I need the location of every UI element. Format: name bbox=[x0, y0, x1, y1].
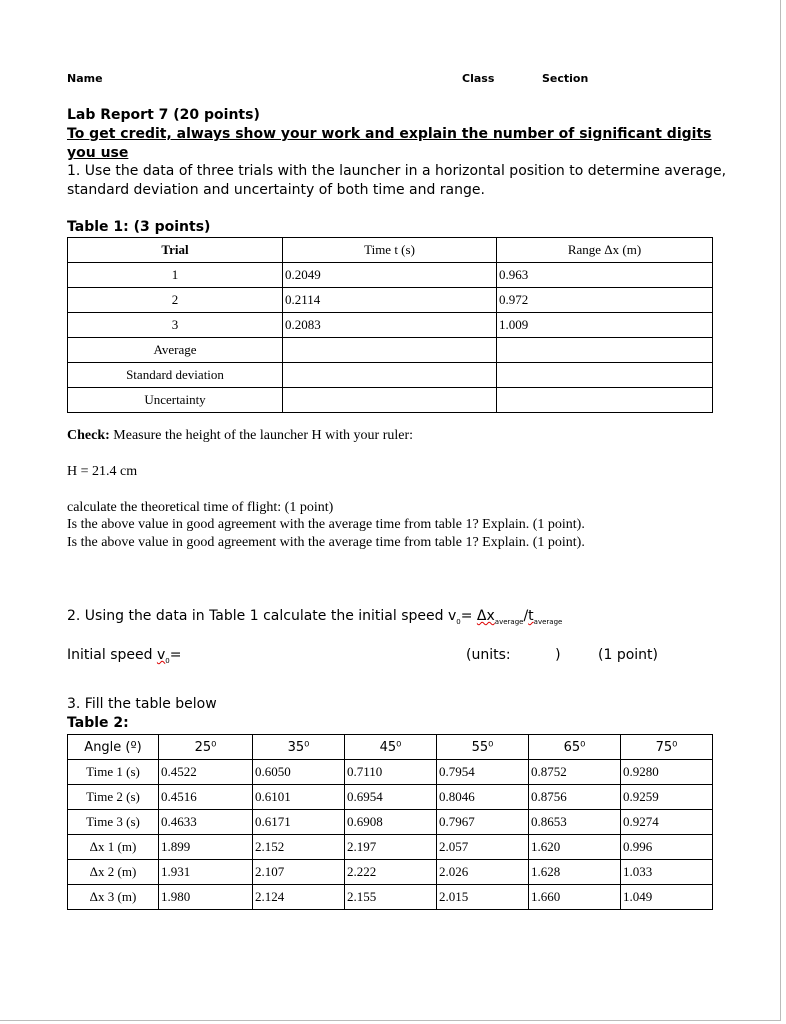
table-cell: 0.6171 bbox=[253, 810, 345, 835]
check-line bbox=[67, 428, 413, 444]
table-cell: 2.155 bbox=[345, 885, 437, 910]
column-header: Angle (º) bbox=[68, 735, 159, 760]
page-edge bbox=[0, 1020, 781, 1021]
row-label: Δx 3 (m) bbox=[68, 885, 159, 910]
table-cell: 2.222 bbox=[345, 860, 437, 885]
row-label: Time 1 (s) bbox=[68, 760, 159, 785]
table-cell: 0.6908 bbox=[345, 810, 437, 835]
row-label: 3 bbox=[68, 313, 283, 338]
t-symbol: t bbox=[528, 608, 534, 624]
table-cell: 0.8752 bbox=[529, 760, 621, 785]
table-cell: 2.015 bbox=[437, 885, 529, 910]
table-cell: 0.7967 bbox=[437, 810, 529, 835]
column-header: 55⁰ bbox=[437, 735, 529, 760]
name-label: Name bbox=[67, 72, 103, 85]
table-cell: 0.7110 bbox=[345, 760, 437, 785]
q2-eq: = bbox=[460, 608, 477, 624]
table-cell: 1.980 bbox=[159, 885, 253, 910]
t-average bbox=[528, 608, 562, 624]
row-label: Standard deviation bbox=[68, 363, 283, 388]
check-line-3: Is the above value in good agreement with the average time from table 1? Explain. (1 point). bbox=[67, 535, 585, 550]
table-cell: 0.7954 bbox=[437, 760, 529, 785]
table-cell: 0.2083 bbox=[283, 313, 497, 338]
table-cell: 0.972 bbox=[497, 288, 713, 313]
table-row bbox=[68, 288, 713, 313]
table-cell: 0.9274 bbox=[621, 810, 713, 835]
dx-average bbox=[477, 608, 524, 624]
check-line-2: Is the above value in good agreement with the average time from table 1? Explain. (1 point). bbox=[67, 517, 585, 532]
row-label: Δx 2 (m) bbox=[68, 860, 159, 885]
row-label: Uncertainty bbox=[68, 388, 283, 413]
question-2 bbox=[67, 608, 562, 626]
table-row bbox=[68, 338, 713, 363]
table-row bbox=[68, 263, 713, 288]
check-line-1: calculate the theoretical time of flight: (1 point) bbox=[67, 500, 334, 515]
check-text: Measure the height of the launcher H with your ruler: bbox=[109, 428, 414, 443]
row-label: 1 bbox=[68, 263, 283, 288]
table-cell: 1.931 bbox=[159, 860, 253, 885]
table-cell: 0.6954 bbox=[345, 785, 437, 810]
table-cell: 0.4633 bbox=[159, 810, 253, 835]
table-cell: 0.6101 bbox=[253, 785, 345, 810]
table-cell[interactable] bbox=[497, 388, 713, 413]
table-cell[interactable] bbox=[283, 388, 497, 413]
column-header: Range Δx (m) bbox=[497, 238, 713, 263]
points-label: (1 point) bbox=[598, 647, 658, 663]
dx-symbol: Δx bbox=[476, 608, 495, 624]
table-cell: 0.2049 bbox=[283, 263, 497, 288]
column-header: 75⁰ bbox=[621, 735, 713, 760]
table-cell: 0.9259 bbox=[621, 785, 713, 810]
table-row bbox=[68, 835, 713, 860]
t-subscript: average bbox=[533, 617, 563, 626]
v0-symbol: v bbox=[156, 647, 166, 663]
dx-subscript: average bbox=[494, 617, 524, 626]
table-1 bbox=[67, 237, 713, 413]
table-row bbox=[68, 785, 713, 810]
table-header-row bbox=[68, 238, 713, 263]
table-cell: 1.009 bbox=[497, 313, 713, 338]
v0 bbox=[157, 647, 170, 663]
table-cell: 2.124 bbox=[253, 885, 345, 910]
table-cell: 1.620 bbox=[529, 835, 621, 860]
table-cell: 0.8756 bbox=[529, 785, 621, 810]
table-2 bbox=[67, 734, 713, 910]
table-cell: 0.996 bbox=[621, 835, 713, 860]
table-cell: 1.628 bbox=[529, 860, 621, 885]
table-cell[interactable] bbox=[283, 363, 497, 388]
v0-eq: = bbox=[169, 647, 182, 663]
initial-speed-line bbox=[67, 647, 181, 665]
table-cell: 0.2114 bbox=[283, 288, 497, 313]
table-row bbox=[68, 760, 713, 785]
column-header: 45⁰ bbox=[345, 735, 437, 760]
section-label: Section bbox=[542, 72, 589, 85]
question-1: 1. Use the data of three trials with the launcher in a horizontal position to determine average, standard deviation and uncertainty of both time and range. bbox=[67, 163, 727, 198]
column-header: Trial bbox=[68, 238, 283, 263]
table-cell: 2.026 bbox=[437, 860, 529, 885]
row-label: Time 2 (s) bbox=[68, 785, 159, 810]
column-header: 35⁰ bbox=[253, 735, 345, 760]
row-label: Average bbox=[68, 338, 283, 363]
table-cell[interactable] bbox=[497, 363, 713, 388]
q2-text: 2. Using the data in Table 1 calculate the initial speed v bbox=[67, 608, 457, 624]
table-cell: 2.057 bbox=[437, 835, 529, 860]
table-row bbox=[68, 388, 713, 413]
table-cell: 1.660 bbox=[529, 885, 621, 910]
units-field: (units: ) bbox=[466, 647, 561, 663]
row-label: Δx 1 (m) bbox=[68, 835, 159, 860]
table-cell: 0.963 bbox=[497, 263, 713, 288]
initial-speed-label: Initial speed bbox=[67, 647, 157, 663]
table-row bbox=[68, 363, 713, 388]
row-label: 2 bbox=[68, 288, 283, 313]
table-header-row bbox=[68, 735, 713, 760]
table-cell: 0.4522 bbox=[159, 760, 253, 785]
instruction: To get credit, always show your work and explain the number of significant digits you use bbox=[67, 126, 712, 161]
table-row bbox=[68, 860, 713, 885]
table-cell[interactable] bbox=[283, 338, 497, 363]
column-header: Time t (s) bbox=[283, 238, 497, 263]
question-3: 3. Fill the table below bbox=[67, 696, 217, 712]
q2-sub: 0 bbox=[456, 617, 461, 626]
table-cell: 2.197 bbox=[345, 835, 437, 860]
page-edge bbox=[780, 0, 781, 1020]
table-cell: 0.4516 bbox=[159, 785, 253, 810]
height-value: H = 21.4 cm bbox=[67, 464, 138, 479]
table-row bbox=[68, 810, 713, 835]
table-cell: 1.049 bbox=[621, 885, 713, 910]
table-cell: 0.8653 bbox=[529, 810, 621, 835]
table-cell: 0.8046 bbox=[437, 785, 529, 810]
table-row bbox=[68, 885, 713, 910]
column-header: 25⁰ bbox=[159, 735, 253, 760]
table-cell: 1.899 bbox=[159, 835, 253, 860]
table-cell: 0.6050 bbox=[253, 760, 345, 785]
page-title: Lab Report 7 (20 points) bbox=[67, 107, 260, 123]
table-cell: 0.9280 bbox=[621, 760, 713, 785]
table-cell: 1.033 bbox=[621, 860, 713, 885]
v0-sub: 0 bbox=[165, 656, 170, 665]
column-header: 65⁰ bbox=[529, 735, 621, 760]
check-label: Check: bbox=[67, 428, 110, 443]
table2-caption: Table 2: bbox=[67, 715, 129, 731]
table-cell[interactable] bbox=[497, 338, 713, 363]
table-row bbox=[68, 313, 713, 338]
table1-caption: Table 1: (3 points) bbox=[67, 219, 211, 235]
q2-slash: / bbox=[523, 608, 529, 624]
class-label: Class bbox=[462, 72, 495, 85]
row-label: Time 3 (s) bbox=[68, 810, 159, 835]
table-cell: 2.152 bbox=[253, 835, 345, 860]
table-cell: 2.107 bbox=[253, 860, 345, 885]
